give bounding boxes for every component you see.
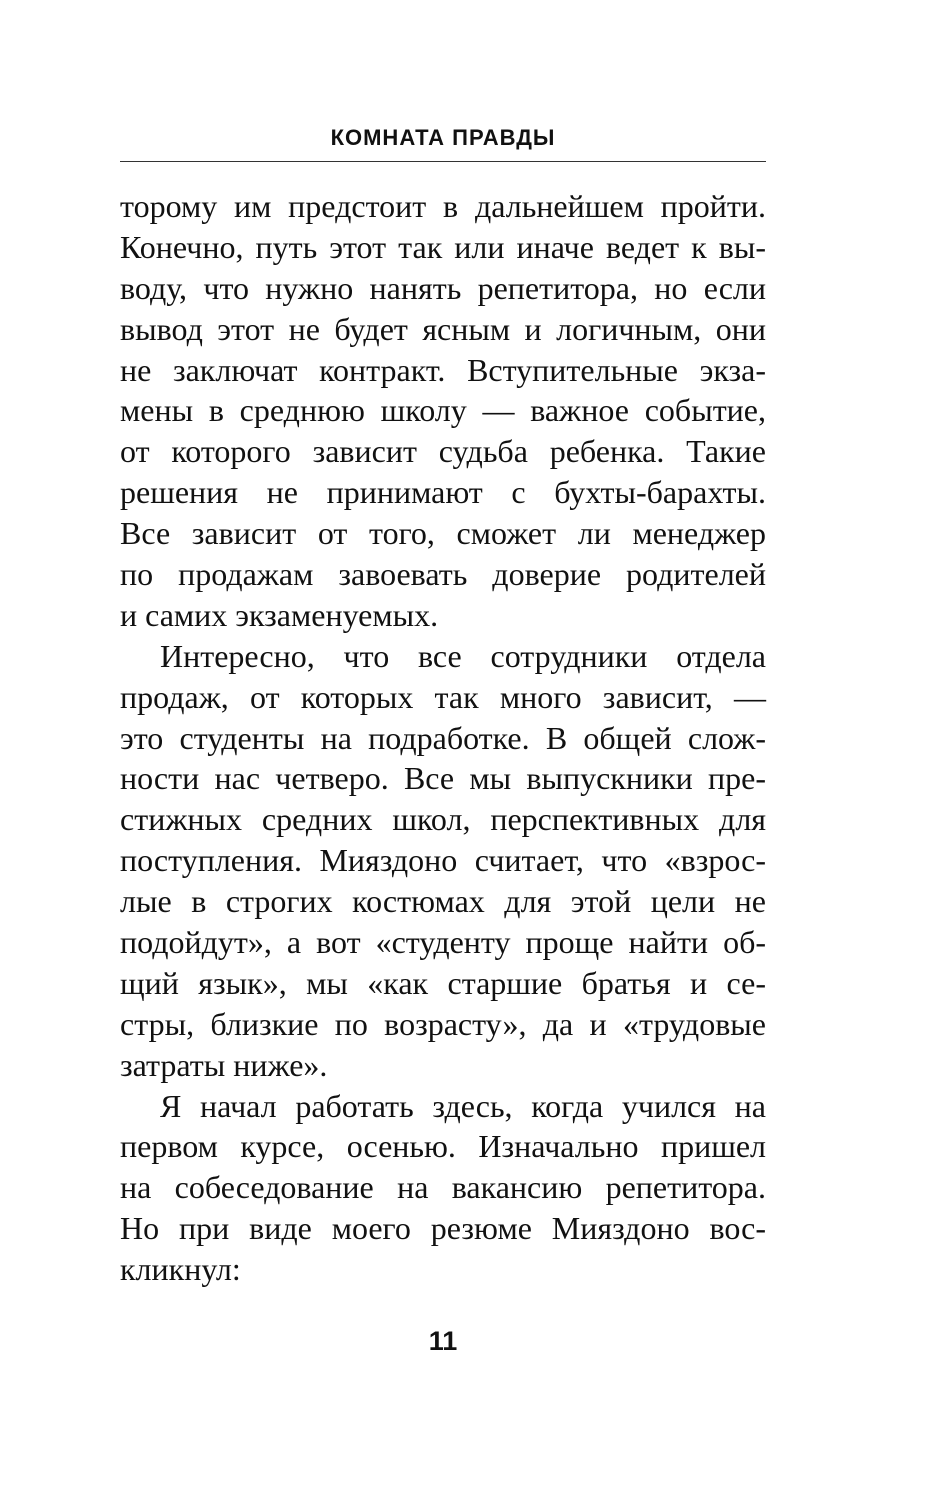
text-line: лые в строгих костюмах для этой цели не [120, 883, 766, 920]
text-line: и самих экзаменуемых. [120, 596, 439, 633]
text-line: вывод этот не будет ясным и логичным, они [120, 310, 766, 347]
text-line: щий язык», мы «как старшие братья и се- [120, 964, 766, 1001]
text-line: стры, близкие по возрасту», да и «трудовые [120, 1005, 766, 1042]
text-line: это студенты на подработке. В общей слож- [120, 719, 766, 756]
text-line: ности нас четверо. Все мы выпускники пре- [120, 760, 766, 797]
body-text [120, 186, 766, 1290]
text-line: стижных средних школ, перспективных для [120, 801, 766, 838]
header-rule [120, 161, 766, 162]
text-line: Я начал работать здесь, когда учился на [160, 1087, 766, 1124]
text-line: торому им предстоит в дальнейшем пройти. [120, 188, 766, 224]
text-line: мены в среднюю школу — важное событие, [120, 392, 766, 429]
text-line: затраты ниже». [120, 1046, 328, 1083]
text-line: не заключат контракт. Вступительные экза- [120, 351, 766, 388]
text-line: Все зависит от того, сможет ли менеджер [120, 515, 766, 552]
text-line: по продажам завоевать доверие родителей [120, 556, 766, 593]
text-line: воду, что нужно нанять репетитора, но если [120, 269, 766, 306]
text-line: продаж, от которых так много зависит, — [120, 678, 766, 715]
text-line: от которого зависит судьба ребенка. Такие [120, 433, 766, 470]
text-line: первом курсе, осенью. Изначально пришел [120, 1128, 766, 1165]
text-line: решения не принимают с бухты-барахты. [120, 474, 766, 511]
text-line: Конечно, путь этот так или иначе ведет к вы- [120, 228, 766, 265]
text-line: на собеседование на вакансию репетитора. [120, 1169, 766, 1206]
text-line: Интересно, что все сотрудники отдела [160, 637, 766, 674]
text-line: подойдут», а вот «студенту проще найти об- [120, 924, 766, 961]
text-line: поступления. Мияздоно считает, что «взрос- [120, 842, 766, 879]
running-head: КОМНАТА ПРАВДЫ [330, 125, 556, 150]
page-number: 11 [428, 1326, 458, 1356]
text-line: кликнул: [120, 1251, 241, 1288]
text-line: Но при виде моего резюме Мияздоно вос- [120, 1210, 766, 1247]
